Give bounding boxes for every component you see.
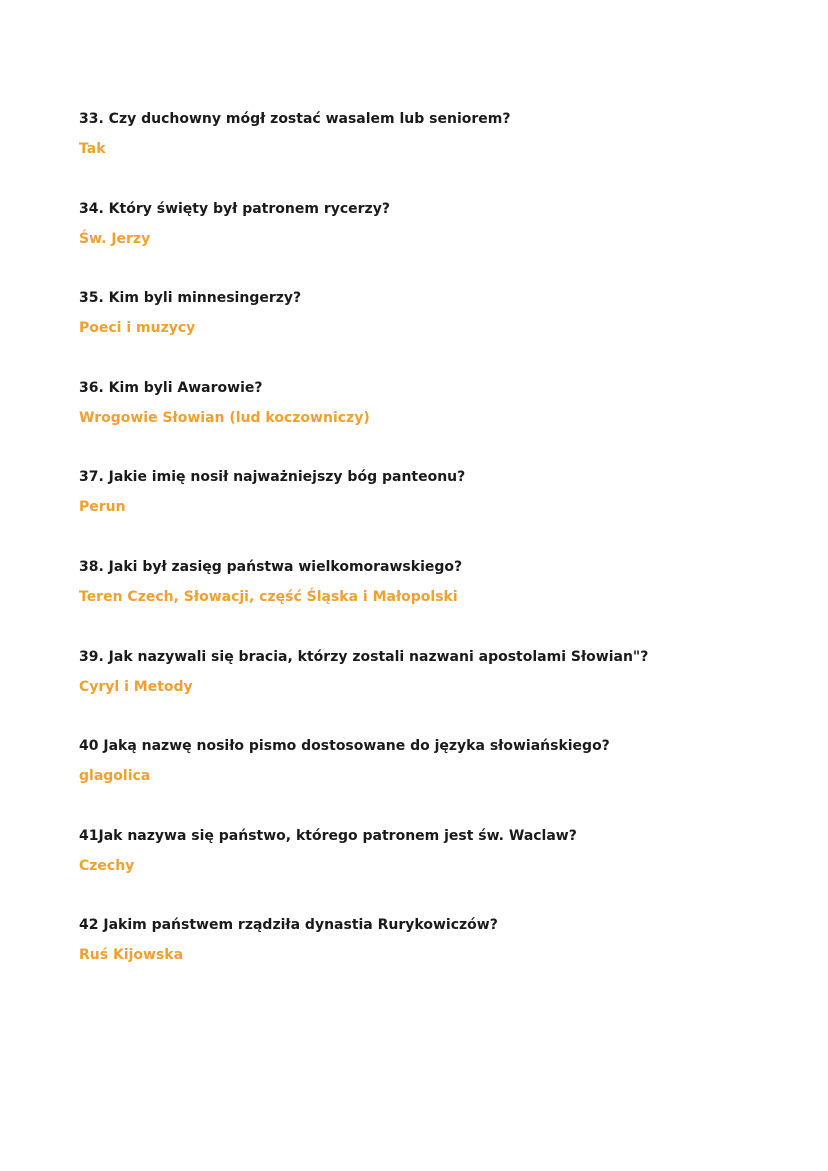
qa-item (79, 467, 779, 557)
answer-text: Cyryl i Metody (79, 678, 193, 695)
answer-text: Św. Jerzy (79, 230, 151, 247)
qa-item (79, 736, 779, 826)
question-text: 37. Jakie imię nosił najważniejszy bóg panteonu? (79, 469, 466, 486)
question-text: 33. Czy duchowny mógł zostać wasalem lub seniorem? (79, 111, 511, 127)
answer-text: Poeci i muzycy (79, 320, 196, 337)
qa-item (79, 288, 779, 378)
question-text: 40 Jaką nazwę nosiło pismo dostosowane do języka słowiańskiego? (79, 738, 610, 755)
qa-item (79, 826, 779, 916)
question-text: 39. Jak nazywali się bracia, którzy zostali nazwani apostolami Słowian"? (79, 648, 649, 665)
question-text: 41Jak nazywa się państwo, którego patronem jest św. Waclaw? (79, 827, 577, 844)
question-answer-list (79, 109, 779, 1005)
answer-text: Tak (79, 141, 106, 157)
qa-item (79, 109, 779, 199)
qa-item (79, 557, 779, 647)
qa-item (79, 199, 779, 289)
question-text: 42 Jakim państwem rządziła dynastia Rurykowiczów? (79, 917, 498, 934)
answer-text: Wrogowie Słowian (lud koczowniczy) (79, 409, 370, 426)
question-text: 38. Jaki był zasięg państwa wielkomorawskiego? (79, 558, 463, 575)
question-text: 34. Który święty był patronem rycerzy? (79, 200, 390, 217)
answer-text: Ruś Kijowska (79, 947, 184, 964)
answer-text: Perun (79, 499, 126, 516)
answer-text: Teren Czech, Słowacji, część Śląska i Małopolski (79, 588, 458, 605)
question-text: 35. Kim byli minnesingerzy? (79, 290, 302, 307)
answer-text: glagolica (79, 768, 151, 785)
qa-item (79, 915, 779, 1005)
answer-text: Czechy (79, 857, 135, 874)
qa-item (79, 647, 779, 737)
qa-item (79, 378, 779, 468)
question-text: 36. Kim byli Awarowie? (79, 379, 263, 396)
